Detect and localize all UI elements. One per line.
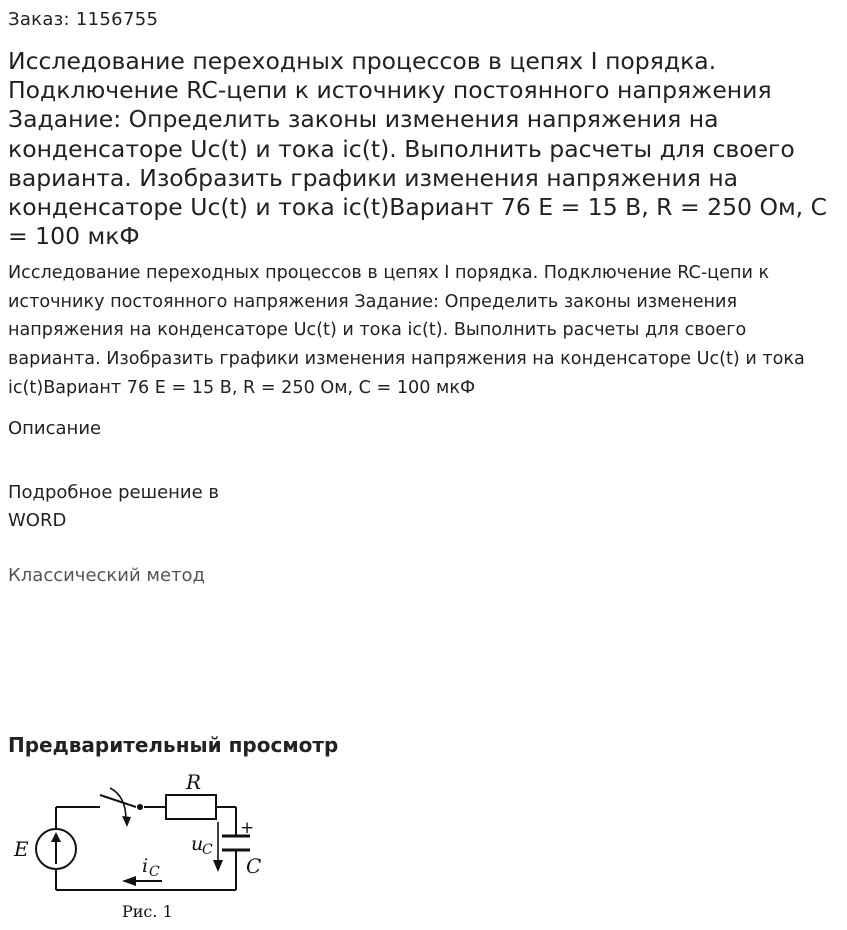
page-title: Исследование переходных процессов в цепях I порядка. Подключение RC-цепи к источнику постоянного напряжения Задание: Определить законы изменения напряжения на конденсаторе Uc(t) и тока ic(t). Выполнить расчеты для своего варианта. Изобразить графики изменения напряжения на конденсаторе Uc(t) и тока ic(t)Вариант 76 E = 15 В, R = 250 Ом, C = 100 мкФ <box>8 47 828 251</box>
circuit-diagram <box>8 770 268 928</box>
switch-blade <box>100 795 136 807</box>
order-number: Заказ: 1156755 <box>8 9 159 30</box>
preview-heading: Предварительный просмотр <box>8 733 339 757</box>
figure-caption: Рис. 1 <box>122 902 173 921</box>
ic-label: i <box>142 855 149 877</box>
solution-format: Подробное решение в WORD <box>8 482 220 531</box>
circuit-preview-image <box>8 770 268 928</box>
resistor-label: R <box>186 770 202 794</box>
source-label: E <box>14 837 29 861</box>
solution-method: Классический метод <box>8 565 205 586</box>
resistor-body <box>166 795 216 819</box>
description-label: Описание <box>8 418 102 439</box>
uc-label: u <box>191 833 204 855</box>
switch-arrow <box>110 788 126 820</box>
uc-label-sub: C <box>202 842 213 858</box>
task-description: Исследование переходных процессов в цепях I порядка. Подключение RC-цепи к источнику постоянного напряжения Задание: Определить законы изменения напряжения на конденсаторе Uc(t) и тока ic(t). Выполнить расчеты для своего варианта. Изобразить графики изменения напряжения на конденсаторе Uc(t) и тока ic(t)Вариант 76 E = 15 В, R = 250 Ом, C = 100 мкФ <box>8 263 805 398</box>
ic-label-sub: C <box>149 864 160 880</box>
source-arrow-head <box>51 832 61 842</box>
capacitor-label: C <box>246 854 262 878</box>
switch-contact <box>137 804 143 810</box>
ic-arrow-head <box>122 876 136 886</box>
capacitor-plus-sign: + <box>240 818 255 838</box>
uc-arrow-head <box>213 860 223 872</box>
switch-arrow-head <box>122 816 131 827</box>
